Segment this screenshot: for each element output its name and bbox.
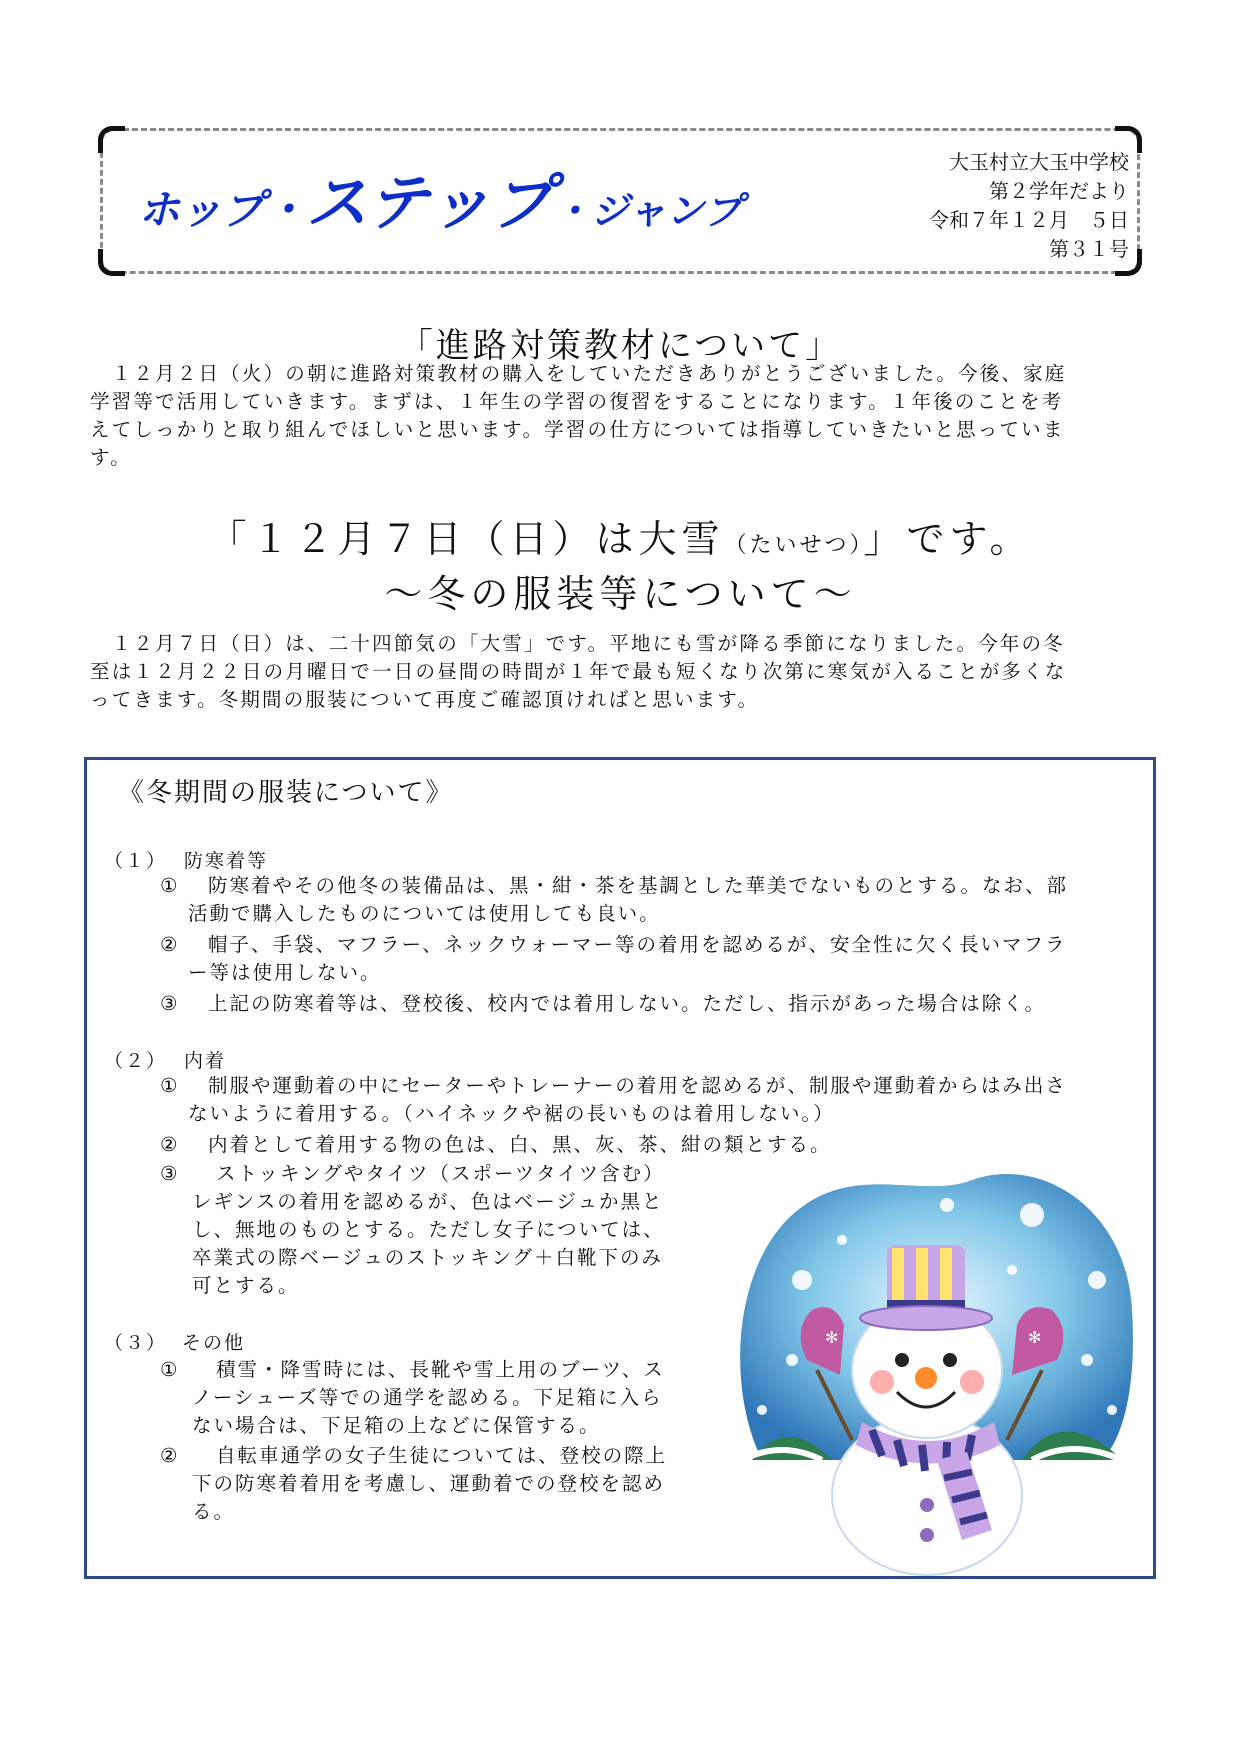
rule-section-label: 内着 bbox=[184, 1050, 227, 1072]
rule-item-line: 制服や運動着の中にセーターやトレーナーの着用を認めるが、制服や運動着からはみ出さ bbox=[208, 1074, 1067, 1097]
item-marker: ② bbox=[160, 1133, 180, 1156]
section1-body bbox=[90, 360, 1152, 472]
rule-item-line: し、無地のものとする。ただし女子については、 bbox=[192, 1218, 665, 1241]
rule-section-label: 防寒着等 bbox=[184, 850, 269, 872]
logo-part-1: ホップ・ bbox=[138, 185, 307, 234]
section2-line: １２月７日（日）は、二十四節気の「大雪」です。平地にも雪が降る季節になりました。今年の冬 bbox=[90, 632, 1065, 655]
section2-line: 至は１２月２２日の月曜日で一日の昼間の時間が１年で最も短くなり次第に寒気が入ることが多くな bbox=[90, 660, 1067, 683]
item-marker: ① bbox=[160, 1358, 180, 1381]
rule-item-line: 帽子、手袋、マフラー、ネックウォーマー等の着用を認めるが、安全性に欠く長いマフラ bbox=[208, 933, 1067, 956]
frame-corner bbox=[98, 249, 125, 276]
rule-section-2 bbox=[104, 1046, 226, 1073]
rule-item-line: 下の防寒着着用を考慮し、運動着での登校を認め bbox=[192, 1472, 666, 1495]
section2-subtitle: ～冬の服装等について～ bbox=[384, 572, 857, 616]
rule-section-number: （３） bbox=[104, 1332, 168, 1354]
rule-item-line: レギンスの着用を認めるが、色はベージュか黒と bbox=[192, 1190, 664, 1213]
section2-title-main: 「１２月７日（日）は大雪 bbox=[208, 517, 725, 561]
issuer-info bbox=[929, 148, 1129, 264]
box-title: 《冬期間の服装について》 bbox=[118, 778, 454, 808]
rule-item-line: 活動で購入したものについては使用しても良い。 bbox=[188, 902, 661, 925]
rule-item-line: ない場合は、下足箱の上などに保管する。 bbox=[192, 1414, 601, 1437]
rule-item-line: 防寒着やその他冬の装備品は、黒・紺・茶を基調とした華美でないものとする。なお、部 bbox=[208, 874, 1069, 897]
rule-item-line: ストッキングやタイツ（スポーツタイツ含む） bbox=[216, 1162, 665, 1185]
item-marker: ① bbox=[160, 874, 180, 897]
rule-item-line: 自転車通学の女子生徒については、登校の際上 bbox=[216, 1444, 668, 1467]
rule-item-line: 上記の防寒着等は、登校後、校内では着用しない。ただし、指示があった場合は除く。 bbox=[208, 992, 1046, 1015]
rule-item-line: ないように着用する。（ハイネックや裾の長いものは着用しない。） bbox=[188, 1102, 835, 1125]
rule-item bbox=[160, 990, 1148, 1018]
rule-item bbox=[160, 1442, 736, 1526]
svg-text:✻: ✻ bbox=[825, 1328, 839, 1347]
rule-item-line: 内着として着用する物の色は、白、黒、灰、茶、紺の類とする。 bbox=[208, 1133, 832, 1156]
item-marker: ② bbox=[160, 1444, 180, 1467]
rule-item bbox=[160, 1131, 1148, 1159]
rule-item bbox=[160, 872, 1148, 928]
rule-section-number: （１） bbox=[104, 850, 168, 872]
rule-item-line: 可とする。 bbox=[192, 1274, 300, 1297]
rule-item-line: ー等は使用しない。 bbox=[188, 961, 382, 984]
rule-section-3 bbox=[104, 1328, 245, 1355]
issuer-school: 大玉村立大玉中学校 bbox=[949, 150, 1129, 174]
issuer-date: 令和７年１２月 ５日 bbox=[929, 208, 1129, 232]
section1-line: 学習等で活用していきます。まずは、１年生の学習の復習をすることになります。１年後のことを考 bbox=[90, 390, 1064, 413]
frame-corner bbox=[98, 126, 125, 153]
item-marker: ① bbox=[160, 1074, 180, 1097]
rule-item-line: 卒業式の際ベージュのストッキング＋白靴下のみ bbox=[192, 1246, 664, 1269]
section2-title bbox=[0, 508, 1241, 563]
section1-line: す。 bbox=[90, 446, 132, 469]
item-marker: ③ bbox=[160, 992, 180, 1015]
item-marker: ② bbox=[160, 933, 180, 956]
section2-title-reading: （たいせつ） bbox=[724, 533, 864, 558]
issuer-newsletter: 第２学年だより bbox=[989, 179, 1129, 203]
rule-item bbox=[160, 931, 1148, 987]
logo-part-3: ・ジャンプ bbox=[552, 189, 743, 233]
issuer-number: 第３１号 bbox=[1049, 237, 1129, 261]
section2-line: ってきます。冬期間の服装について再度ご確認頂ければと思います。 bbox=[90, 688, 760, 711]
rule-item-line: ノーシューズ等での通学を認める。下足箱に入ら bbox=[192, 1386, 663, 1409]
rule-section-label: その他 bbox=[182, 1332, 246, 1354]
section1-title: 「進路対策教材について」 bbox=[398, 326, 843, 366]
rule-item bbox=[160, 1356, 736, 1440]
section1-line: えてしっかりと取り組んでほしいと思います。学習の仕方については指導していきたいと思っていま bbox=[90, 418, 1065, 441]
rule-item bbox=[160, 1072, 1148, 1128]
rule-item-line: る。 bbox=[192, 1500, 236, 1523]
snowman-eye-right bbox=[943, 1353, 957, 1367]
item-marker: ③ bbox=[160, 1162, 180, 1185]
rule-item bbox=[160, 1160, 736, 1300]
snowman-eye-left bbox=[895, 1353, 909, 1367]
svg-text:✻: ✻ bbox=[1028, 1328, 1042, 1347]
newsletter-logo bbox=[138, 166, 743, 239]
rule-item-line: 積雪・降雪時には、長靴や雪上用のブーツ、ス bbox=[216, 1358, 665, 1381]
logo-part-2: ステップ bbox=[306, 166, 553, 239]
section2-title-end: 」です。 bbox=[863, 517, 1033, 561]
snowman-nose bbox=[915, 1367, 937, 1389]
rule-section-number: （２） bbox=[104, 1050, 168, 1072]
section1-line: １２月２日（火）の朝に進路対策教材の購入をしていただきありがとうございました。今後、家庭 bbox=[90, 362, 1067, 385]
section2-body bbox=[90, 630, 1152, 714]
rule-section-1 bbox=[104, 846, 268, 873]
snowman-illustration bbox=[722, 1160, 1142, 1580]
